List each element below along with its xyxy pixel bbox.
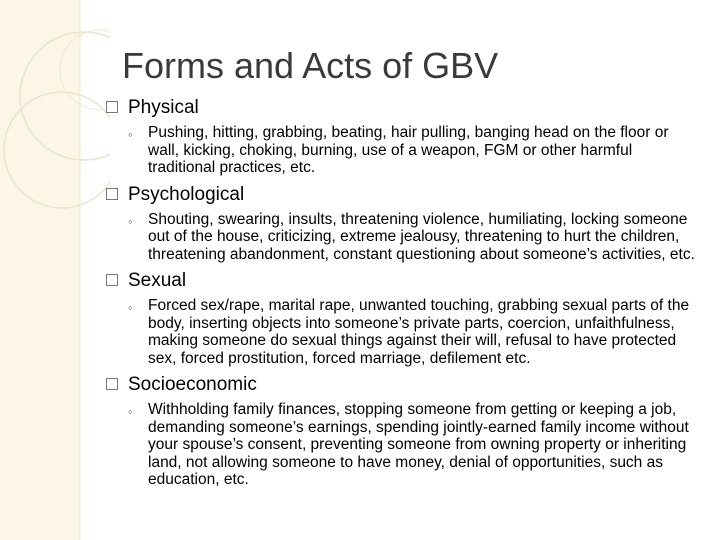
ring-bullet-icon: ◦ — [128, 213, 133, 229]
slide-title: Forms and Acts of GBV — [122, 45, 499, 86]
bullet-heading: Sexual — [128, 270, 187, 291]
square-bullet-icon — [106, 188, 118, 200]
sub-bullet-socioeconomic — [106, 401, 700, 489]
bullet-psychological — [106, 183, 700, 207]
square-bullet-icon — [106, 378, 118, 390]
sub-bullet-physical — [106, 124, 700, 177]
bullet-heading: Psychological — [128, 183, 245, 205]
sub-bullet-text: Shouting, swearing, insults, threatening violence, humiliating, locking someone out of the house, criticizing, extreme jealousy, threatening to hurt the children, threatening abandonment, constant questioning about someone’s activities, etc. — [148, 210, 695, 263]
sub-bullet-text: Withholding family finances, stopping someone from getting or keeping a job, demanding someone’s earnings, spending jointly-earned family income without your spouse’s consent, preventing someone from owning property or inheriting land, not allowing someone to have money, denial of opportunities, such as education, etc. — [148, 401, 689, 488]
bullet-physical — [106, 96, 700, 120]
square-bullet-icon — [106, 101, 118, 113]
ring-bullet-icon: ◦ — [128, 300, 133, 315]
bullet-list — [106, 96, 700, 495]
sub-bullet-psychological — [106, 211, 700, 264]
sub-bullet-text: Pushing, hitting, grabbing, beating, hair pulling, banging head on the floor or wall, kicking, choking, burning, use of a weapon, FGM or other harmful traditional practices, etc. — [148, 124, 669, 176]
sub-bullet-sexual — [106, 297, 700, 367]
bullet-sexual — [106, 269, 700, 293]
sub-bullet-text: Forced sex/rape, marital rape, unwanted touching, grabbing sexual parts of the body, inserting objects into someone’s private parts, coercion, unfaithfulness, making someone do sexual things against their will, refusal to have protected sex, forced prostitution, forced marriage, defilement etc. — [148, 297, 690, 367]
decorative-circles — [0, 0, 110, 540]
ring-bullet-icon: ◦ — [128, 127, 133, 142]
bullet-heading: Socioeconomic — [128, 374, 257, 395]
bullet-socioeconomic — [106, 373, 700, 397]
bullet-heading: Physical — [128, 97, 199, 118]
square-bullet-icon — [106, 274, 118, 286]
ring-bullet-icon: ◦ — [128, 404, 133, 419]
